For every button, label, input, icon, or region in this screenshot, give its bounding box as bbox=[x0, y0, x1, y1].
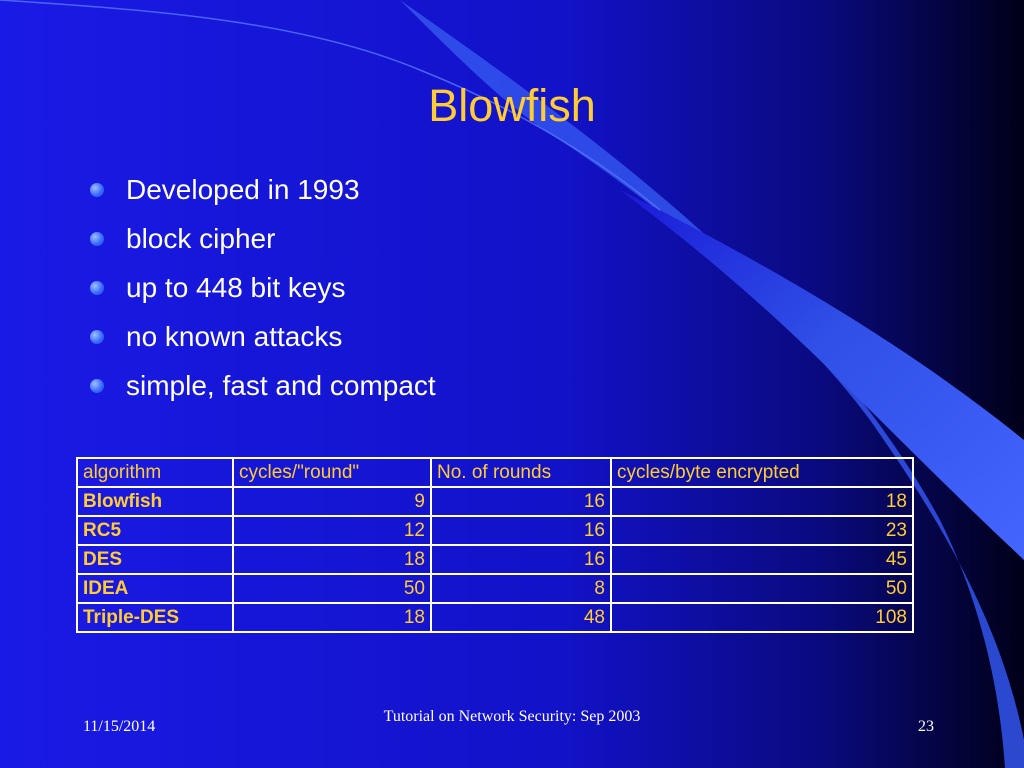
cell-rounds: 8 bbox=[431, 574, 611, 603]
bullet-item: Developed in 1993 bbox=[88, 168, 436, 217]
bullet-dot-icon bbox=[90, 232, 104, 246]
bullet-item: no known attacks bbox=[88, 315, 436, 364]
footer-page-number: 23 bbox=[918, 718, 934, 735]
comparison-table bbox=[76, 457, 914, 633]
footer-date: 11/15/2014 bbox=[83, 718, 156, 735]
header-rounds: No. of rounds bbox=[431, 458, 611, 487]
cell-cycles-byte: 108 bbox=[611, 603, 913, 632]
table-row bbox=[77, 487, 913, 516]
bullet-dot-icon bbox=[90, 281, 104, 295]
cell-algorithm: Blowfish bbox=[77, 487, 233, 516]
cell-cycles-byte: 23 bbox=[611, 516, 913, 545]
slide-title: Blowfish bbox=[428, 80, 596, 131]
bullet-list bbox=[88, 168, 436, 413]
bullet-dot-icon bbox=[90, 330, 104, 344]
bullet-dot-icon bbox=[90, 183, 104, 197]
cell-rounds: 16 bbox=[431, 545, 611, 574]
cell-algorithm: Triple-DES bbox=[77, 603, 233, 632]
cell-rounds: 16 bbox=[431, 487, 611, 516]
cell-cycles-byte: 50 bbox=[611, 574, 913, 603]
header-cycles-byte: cycles/byte encrypted bbox=[611, 458, 913, 487]
cell-algorithm: IDEA bbox=[77, 574, 233, 603]
table-row bbox=[77, 545, 913, 574]
cell-cycles-byte: 45 bbox=[611, 545, 913, 574]
cell-cycles-byte: 18 bbox=[611, 487, 913, 516]
bullet-item: block cipher bbox=[88, 217, 436, 266]
cell-cycles-round: 12 bbox=[233, 516, 431, 545]
cell-cycles-round: 18 bbox=[233, 545, 431, 574]
footer-title: Tutorial on Network Security: Sep 2003 bbox=[383, 708, 641, 725]
table-row bbox=[77, 574, 913, 603]
table-row bbox=[77, 603, 913, 632]
cell-algorithm: RC5 bbox=[77, 516, 233, 545]
table-header-row bbox=[77, 458, 913, 487]
cell-cycles-round: 9 bbox=[233, 487, 431, 516]
bullet-item: up to 448 bit keys bbox=[88, 266, 436, 315]
table-row bbox=[77, 516, 913, 545]
cell-algorithm: DES bbox=[77, 545, 233, 574]
bullet-item: simple, fast and compact bbox=[88, 364, 436, 413]
cell-cycles-round: 18 bbox=[233, 603, 431, 632]
cell-cycles-round: 50 bbox=[233, 574, 431, 603]
cell-rounds: 48 bbox=[431, 603, 611, 632]
cell-rounds: 16 bbox=[431, 516, 611, 545]
bullet-dot-icon bbox=[90, 379, 104, 393]
header-algorithm: algorithm bbox=[77, 458, 233, 487]
header-cycles-round: cycles/"round" bbox=[233, 458, 431, 487]
